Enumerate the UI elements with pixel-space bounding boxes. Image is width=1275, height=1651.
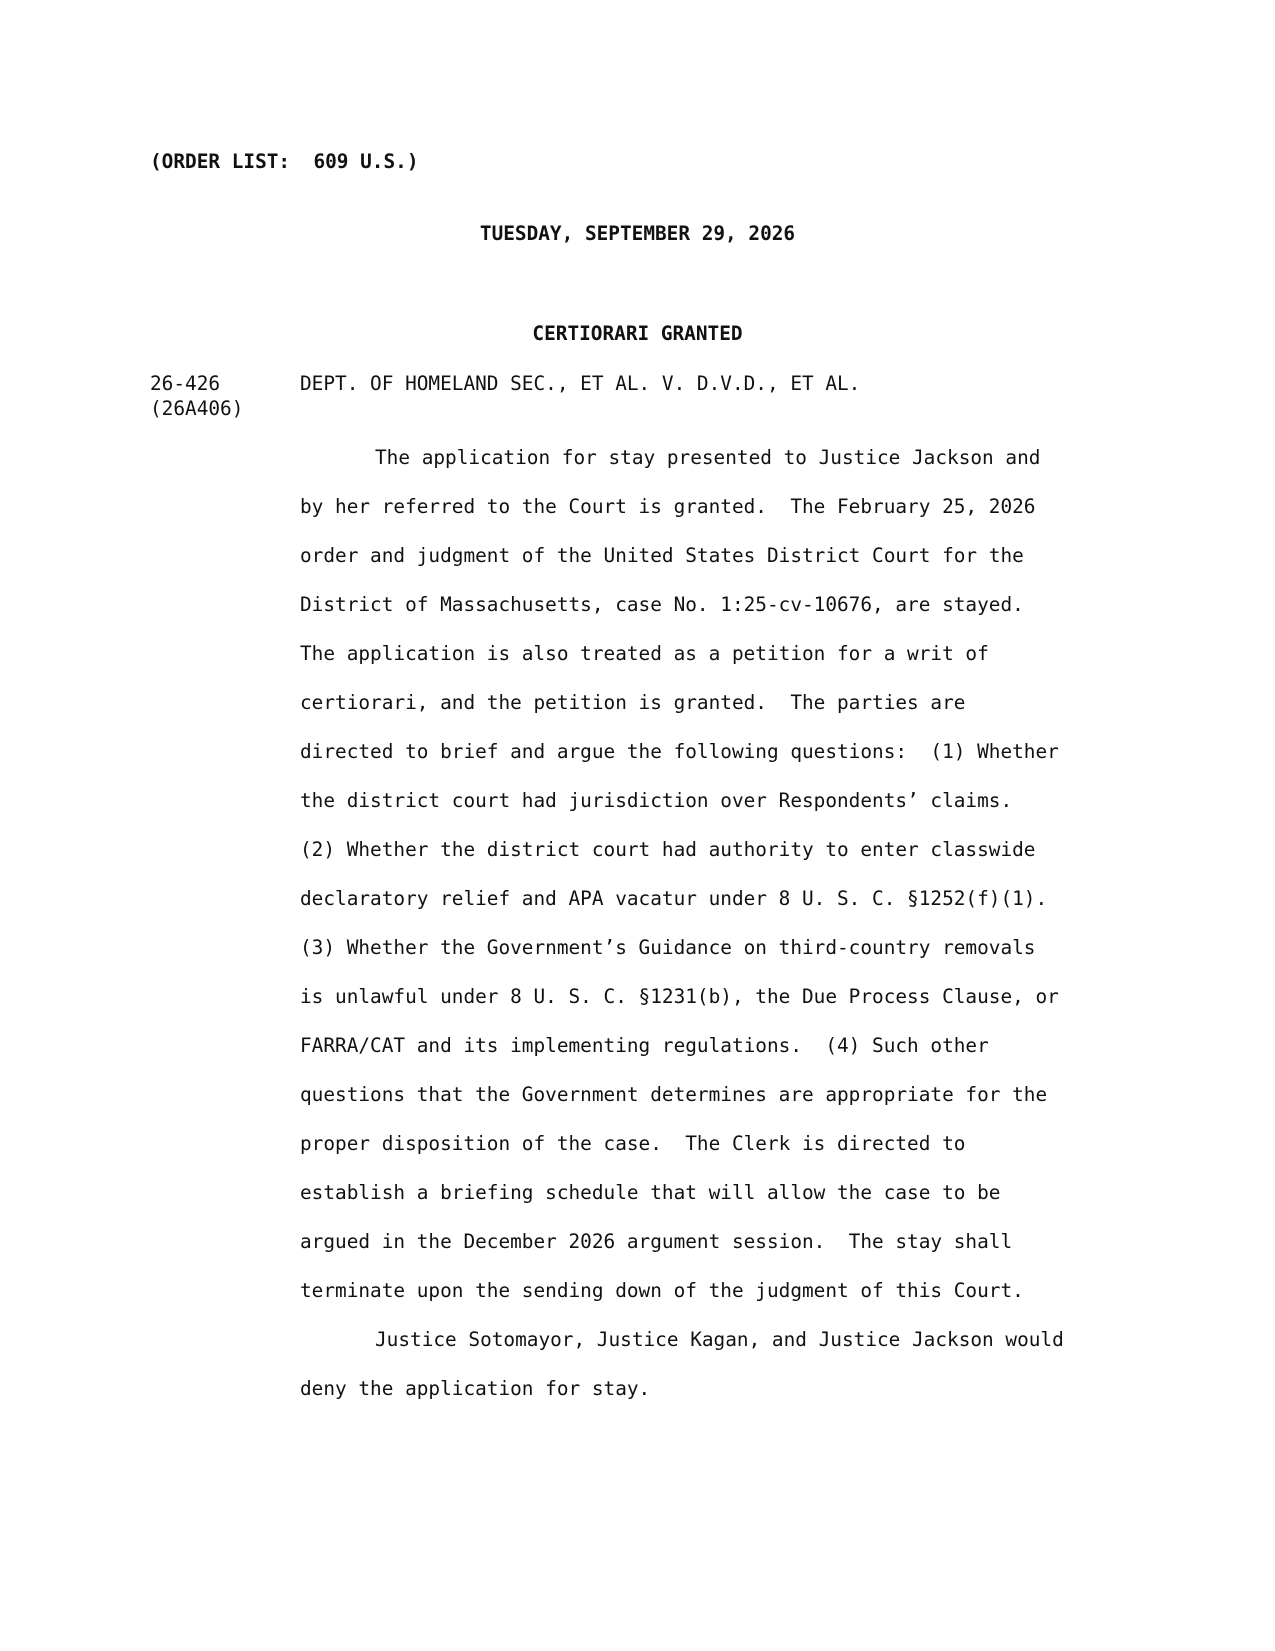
order-text-line: The application for stay presented to Justice Jackson and [375,446,1041,469]
order-text-line: (2) Whether the district court had authority to enter classwide [300,838,1036,861]
order-text-line: argued in the December 2026 argument session. The stay shall [300,1230,1013,1253]
order-list-heading: (ORDER LIST: 609 U.S.) [150,150,419,173]
application-number: (26A406) [150,397,244,420]
order-text-line: questions that the Government determines are appropriate for the [300,1083,1048,1106]
order-text-line: (3) Whether the Government’s Guidance on third-country removals [300,936,1036,959]
order-text-line: proper disposition of the case. The Clerk is directed to [300,1132,966,1155]
dissent-line: deny the application for stay. [300,1377,651,1400]
order-text-line: terminate upon the sending down of the judgment of this Court. [300,1279,1024,1302]
order-text-line: establish a briefing schedule that will allow the case to be [300,1181,1001,1204]
order-text-line: District of Massachusetts, case No. 1:25-cv-10676, are stayed. [300,593,1024,616]
order-text-line: directed to brief and argue the following questions: (1) Whether [300,740,1059,763]
order-text-line: The application is also treated as a petition for a writ of [300,642,989,665]
order-text-line: the district court had jurisdiction over Respondents’ claims. [300,789,1013,812]
order-text-line: by her referred to the Court is granted. The February 25, 2026 [300,495,1036,518]
order-text-line: FARRA/CAT and its implementing regulations. (4) Such other [300,1034,989,1057]
order-text-line: certiorari, and the petition is granted. The parties are [300,691,966,714]
order-text [300,446,1160,1426]
order-text-line: order and judgment of the United States District Court for the [300,544,1024,567]
order-date: TUESDAY, SEPTEMBER 29, 2026 [479,222,796,245]
order-text-line: declaratory relief and APA vacatur under 8 U. S. C. §1252(f)(1). [300,887,1048,910]
section-heading: CERTIORARI GRANTED [532,322,743,345]
case-caption: DEPT. OF HOMELAND SEC., ET AL. V. D.V.D., ET AL. [300,372,861,395]
dissent-line: Justice Sotomayor, Justice Kagan, and Justice Jackson would [375,1328,1064,1351]
order-text-line: is unlawful under 8 U. S. C. §1231(b), the Due Process Clause, or [300,985,1059,1008]
docket-number: 26-426 [150,372,221,395]
